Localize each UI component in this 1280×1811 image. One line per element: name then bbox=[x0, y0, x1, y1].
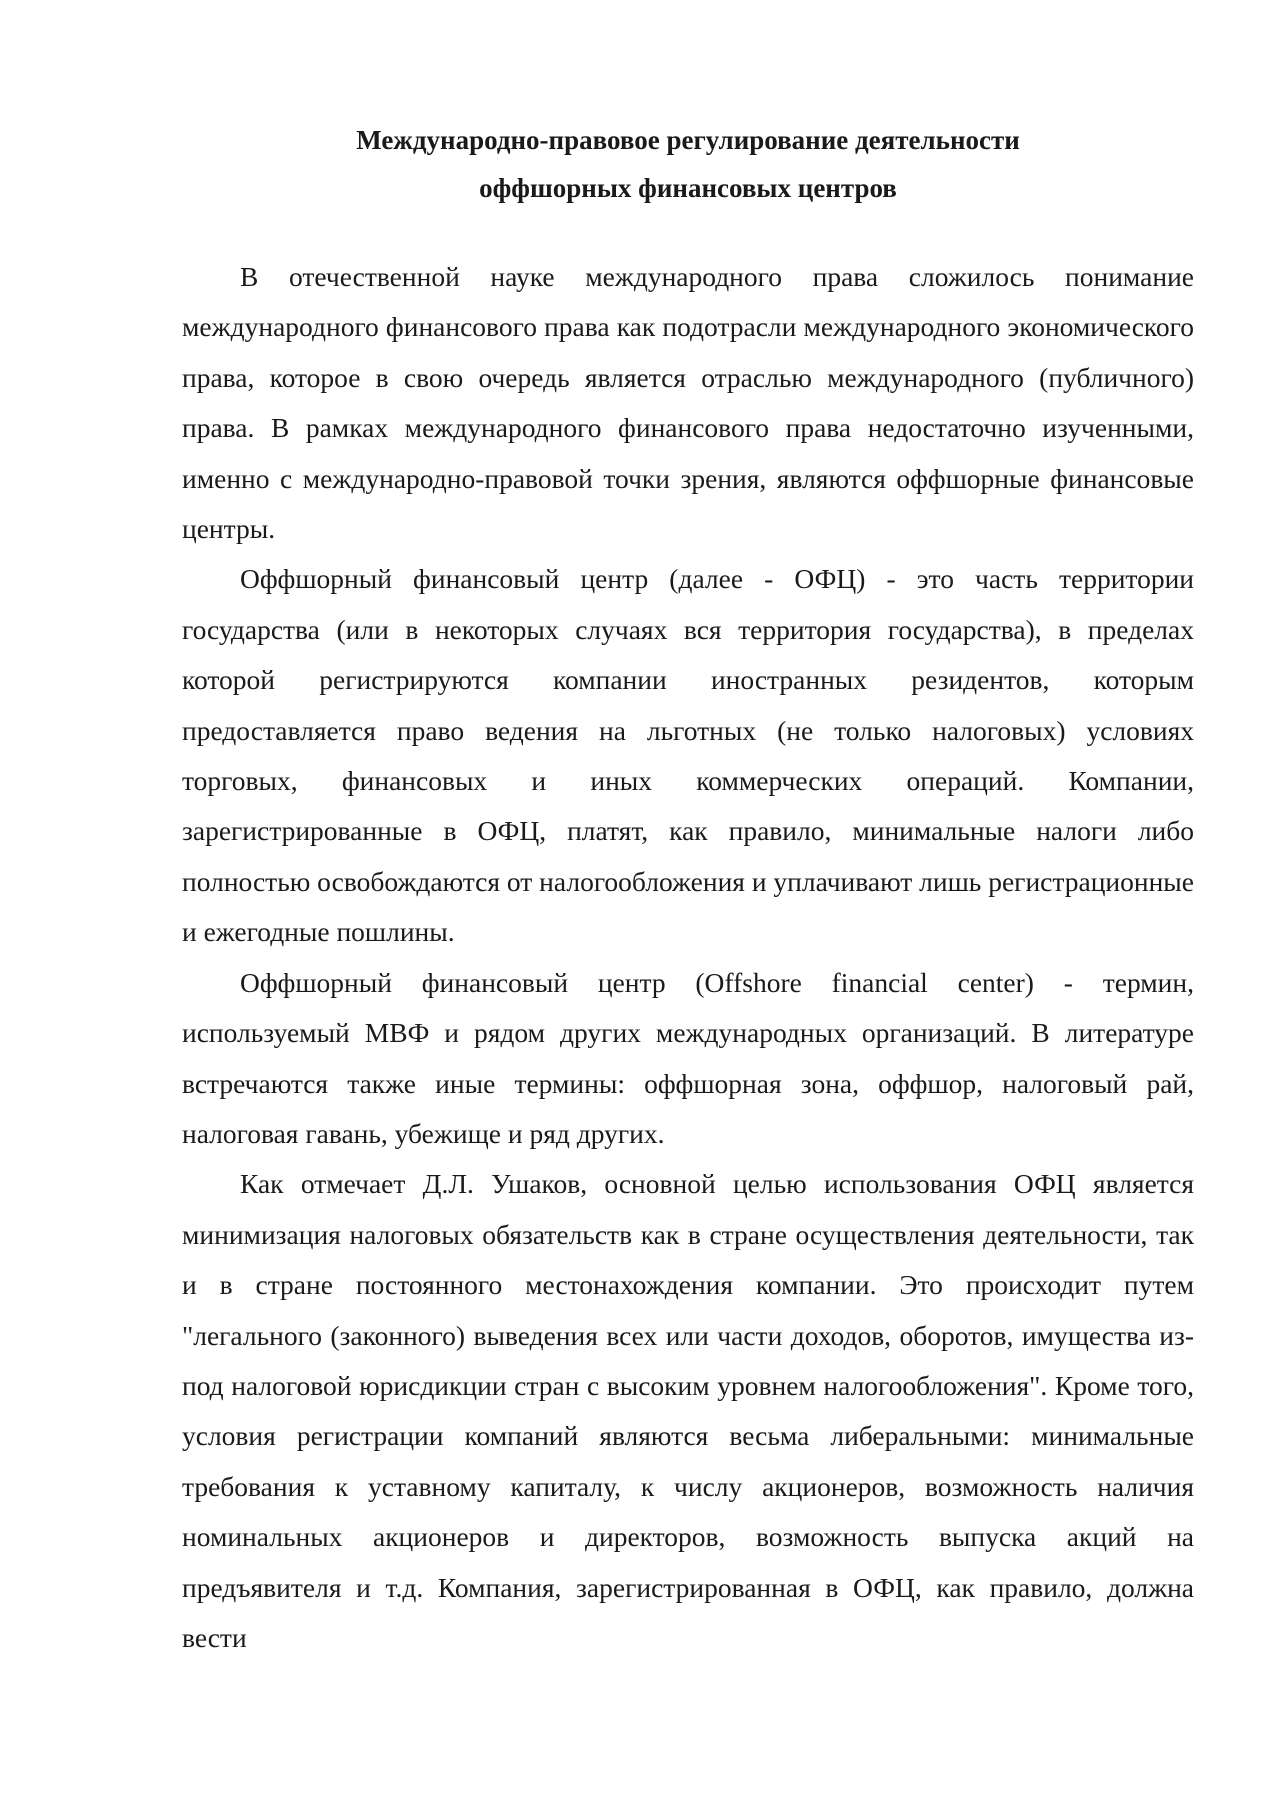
title-line-1: Международно-правовое регулирование деятельности bbox=[356, 125, 1020, 155]
paragraph-4: Как отмечает Д.Л. Ушаков, основной целью использования ОФЦ является минимизация налоговых обязательств как в стране осуществления деятельности, так и в стране постоянного местонахождения компании. Это происходит путем "легального (законного) выведения всех или части доходов, оборотов, имущества из-под налоговой юрисдикции стран с высоким уровнем налогообложения". Кроме того, условия регистрации компаний являются весьма либеральными: минимальные требования к уставному капиталу, к числу акционеров, возможность наличия номинальных акционеров и директоров, возможность выпуска акций на предъявителя и т.д. Компания, зарегистрированная в ОФЦ, как правило, должна вести bbox=[182, 1168, 1194, 1653]
paragraph-3: Оффшорный финансовый центр (Offshore financial center) - термин, используемый МВФ и рядом других международных организаций. В литературе встречаются также иные термины: оффшорная зона, оффшор, налоговый рай, налоговая гавань, убежище и ряд других. bbox=[182, 966, 1194, 1149]
document-title bbox=[182, 116, 1194, 212]
paragraph-2: Оффшорный финансовый центр (далее - ОФЦ) - это часть территории государства (или в некоторых случаях вся территория государства), в пределах которой регистрируются компании иностранных резидентов, которым предоставляется право ведения на льготных (не только налоговых) условиях торговых, финансовых и иных коммерческих операций. Компании, зарегистрированные в ОФЦ, платят, как правило, минимальные налоги либо полностью освобождаются от налогообложения и уплачивают лишь регистрационные и ежегодные пошлины. bbox=[182, 563, 1194, 948]
paragraph-1: В отечественной науке международного права сложилось понимание международного финансового права как подотрасли международного экономического права, которое в свою очередь является отраслью международного (публичного) права. В рамках международного финансового права недостаточно изученными, именно с международно-правовой точки зрения, являются оффшорные финансовые центры. bbox=[182, 261, 1194, 545]
document-body bbox=[182, 252, 1194, 1663]
title-line-2: оффшорных финансовых центров bbox=[479, 173, 897, 203]
